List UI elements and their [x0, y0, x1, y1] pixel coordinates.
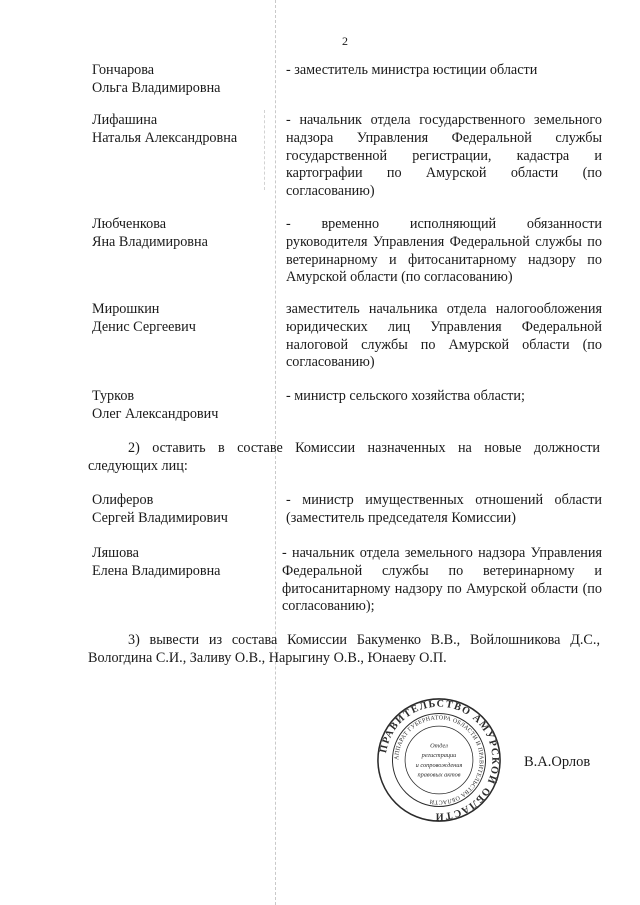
member-role-goncharova: - заместитель министра юстиции области — [286, 62, 538, 78]
member-given-names: Ольга Владимировна — [92, 79, 221, 96]
member-surname: Лифашина — [92, 112, 158, 128]
member-name-goncharova — [92, 62, 272, 98]
member-name-turkov — [92, 388, 272, 424]
member-role-lyubchenkova: - временно исполняющий обязанности руководителя Управления Федеральной службы по ветеринарному и фитосанитарному надзору по Амурской области (по согласованию) — [286, 216, 602, 286]
member-given-names: Олег Александрович — [92, 405, 219, 422]
member-surname: Гончарова — [92, 62, 155, 78]
member-name-oliferov — [92, 492, 272, 528]
member-name-lyashova — [92, 545, 272, 581]
member-name-lyubchenkova — [92, 216, 272, 252]
paragraph-2-text: 2) оставить в составе Комиссии назначенных на новые должности следующих лиц: — [88, 440, 600, 474]
paragraph-2 — [88, 440, 600, 476]
member-surname: Мирошкин — [92, 301, 160, 317]
member-role-oliferov: - министр имущественных отношений области (заместитель председателя Комиссии) — [286, 492, 602, 526]
member-role-miroshkin: заместитель начальника отдела налогообложения юридических лиц Управления Федеральной налоговой службы по Амурской области (по согласованию) — [286, 301, 602, 371]
seal-center-line-4: правовых актов — [417, 771, 461, 779]
member-given-names: Денис Сергеевич — [92, 318, 196, 335]
seal-inner-text: АППАРАТ ГУБЕРНАТОРА ОБЛАСТИ И ПРАВИТЕЛЬСТВА ОБЛАСТИ — [394, 715, 484, 805]
official-seal — [376, 697, 502, 823]
member-given-names: Сергей Владимирович — [92, 509, 228, 526]
seal-center-line-1: Отдел — [430, 742, 448, 750]
signer-name: В.А.Орлов — [524, 754, 591, 770]
member-surname: Турков — [92, 388, 135, 404]
paragraph-3-text: 3) вывести из состава Комиссии Бакуменко В.В., Войлошникова Д.С., Вологдина С.И., Заливу О.В., Нарыгину О.В., Юнаеву О.П. — [88, 632, 600, 666]
paragraph-3 — [88, 632, 600, 668]
member-given-names: Елена Владимировна — [92, 562, 221, 579]
member-surname: Ляшова — [92, 545, 139, 561]
svg-text:АППАРАТ ГУБЕРНАТОРА ОБЛАСТИ И — [394, 715, 484, 805]
page-number: 2 — [342, 34, 348, 48]
member-role-lyashova: - начальник отдела земельного надзора Управления Федеральной службы по ветеринарному и фитосанитарному надзору по Амурской области (по согласованию); — [282, 545, 602, 615]
seal-center-line-2: регистрации — [421, 752, 457, 760]
member-role-turkov: - министр сельского хозяйства области; — [286, 388, 525, 404]
member-name-miroshkin — [92, 301, 272, 337]
member-role-lifashina: - начальник отдела государственного земельного надзора Управления Федеральной службы государственной регистрации, кадастра и картографии по Амурской области (по согласованию) — [286, 112, 602, 200]
member-given-names: Яна Владимировна — [92, 233, 208, 250]
member-given-names: Наталья Александровна — [92, 129, 238, 146]
seal-outer-text: ПРАВИТЕЛЬСТВО АМУРСКОЙ ОБЛАСТИ — [378, 698, 501, 822]
member-surname: Олиферов — [92, 492, 154, 508]
member-surname: Любченкова — [92, 216, 166, 232]
seal-center-line-3: и сопровождения — [415, 761, 463, 769]
member-name-lifashina — [92, 112, 272, 148]
